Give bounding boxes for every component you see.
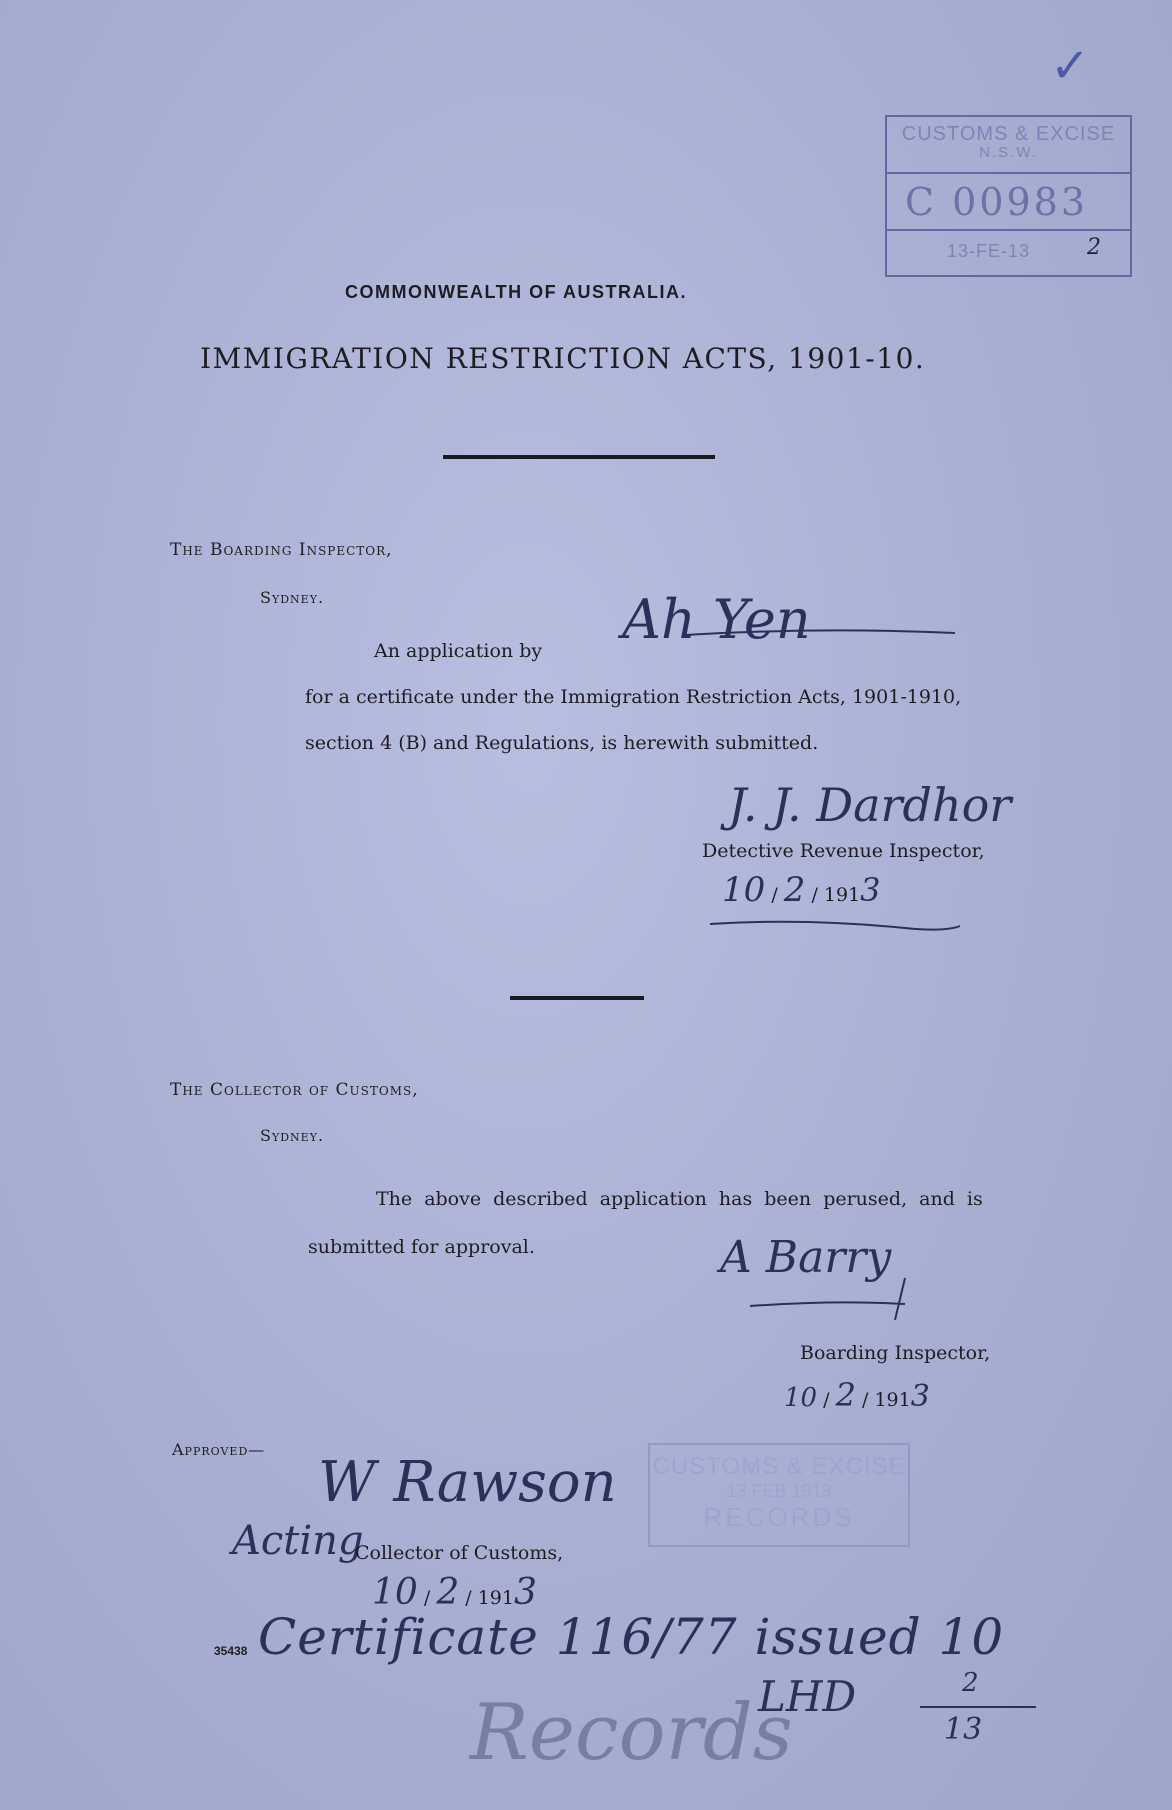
date-3 — [372, 1572, 537, 1613]
boarding-inspector-title: Boarding Inspector, — [800, 1342, 991, 1364]
approved-label: Approved— — [172, 1440, 266, 1459]
records-stamp-line-2: 13 FEB 1913 — [726, 1481, 832, 1501]
date-3-year-handwritten: 3 — [513, 1572, 537, 1613]
stamp-mark: 2 — [1087, 235, 1101, 260]
form-number: 35438 — [214, 1644, 248, 1658]
date-1-day: 10 — [722, 870, 766, 910]
stamp-line-1: CUSTOMS & EXCISE — [901, 123, 1116, 145]
date-2-sep-a: / — [823, 1389, 830, 1411]
date-1-flourish — [705, 912, 965, 942]
perused-text-line-1: The above described application has been perused, and is — [376, 1188, 983, 1210]
collector-signature-handwritten: W Rawson — [318, 1450, 617, 1515]
header-acts-title: IMMIGRATION RESTRICTION ACTS, 1901-10. — [200, 342, 926, 375]
records-note-pencil: Records — [470, 1688, 793, 1778]
date-2-day: 10 — [784, 1383, 818, 1413]
date-3-month: 2 — [436, 1572, 460, 1613]
date-1-month: 2 — [783, 870, 806, 910]
date-2-sep-b: / — [862, 1389, 869, 1411]
date-3-sep-b: / — [465, 1587, 472, 1609]
date-1-year-printed: 191 — [823, 884, 861, 906]
date-1-sep-a: / — [771, 884, 778, 906]
applicant-name-handwritten: Ah Yen — [622, 588, 811, 651]
date-1 — [722, 870, 881, 910]
detective-inspector-title: Detective Revenue Inspector, — [702, 840, 985, 862]
addressee-collector: The Collector of Customs, — [170, 1080, 419, 1100]
records-stamp-line-3: RECORDS — [703, 1502, 855, 1532]
collector-title: Collector of Customs, — [355, 1542, 564, 1564]
records-stamp-line-1: CUSTOMS & EXCISE — [652, 1453, 906, 1480]
stamp-number: C 00983 — [905, 180, 1089, 224]
note-date-year: 13 — [944, 1712, 983, 1747]
records-stamp — [648, 1443, 910, 1547]
header-commonwealth: COMMONWEALTH OF AUSTRALIA. — [345, 282, 687, 302]
stamp-line-2: N.S.W. — [979, 144, 1038, 161]
date-2-month: 2 — [835, 1376, 856, 1414]
date-2 — [784, 1376, 930, 1414]
body-text-line-2: section 4 (B) and Regulations, is herewith submitted. — [305, 732, 819, 754]
initials-handwritten: LHD — [758, 1672, 857, 1721]
applicant-underline — [680, 625, 960, 645]
application-by-label: An application by — [374, 640, 543, 662]
boarding-inspector-signature-handwritten: A Barry — [720, 1232, 892, 1283]
date-3-year-printed: 191 — [477, 1587, 514, 1609]
addressee-city-1: Sydney. — [260, 588, 325, 607]
customs-excise-stamp — [885, 115, 1132, 277]
date-1-sep-b: / — [811, 884, 818, 906]
acting-handwritten: Acting — [232, 1518, 364, 1564]
note-date-divider — [920, 1706, 1036, 1708]
note-date-month: 2 — [962, 1668, 979, 1698]
date-1-year-handwritten: 3 — [860, 871, 881, 909]
date-2-year-printed: 191 — [874, 1389, 911, 1411]
check-mark: ✓ — [1050, 38, 1091, 94]
barry-underline — [745, 1276, 945, 1326]
date-2-year-handwritten: 3 — [910, 1379, 930, 1414]
addressee-boarding-inspector: The Boarding Inspector, — [170, 540, 393, 560]
date-3-sep-a: / — [423, 1587, 431, 1609]
inspector-signature-handwritten: J. J. Dardhor — [728, 778, 1012, 832]
certificate-note-handwritten: Certificate 116/77 issued 10 — [258, 1608, 1005, 1666]
stamp-date: 13-FE-13 — [947, 241, 1031, 261]
divider-middle — [510, 996, 644, 1000]
date-3-day: 10 — [372, 1572, 418, 1613]
perused-text-line-2: submitted for approval. — [308, 1236, 535, 1258]
divider-top — [443, 455, 715, 459]
body-text-line-1: for a certificate under the Immigration Restriction Acts, 1901-1910, — [305, 686, 962, 708]
addressee-city-2: Sydney. — [260, 1126, 325, 1145]
